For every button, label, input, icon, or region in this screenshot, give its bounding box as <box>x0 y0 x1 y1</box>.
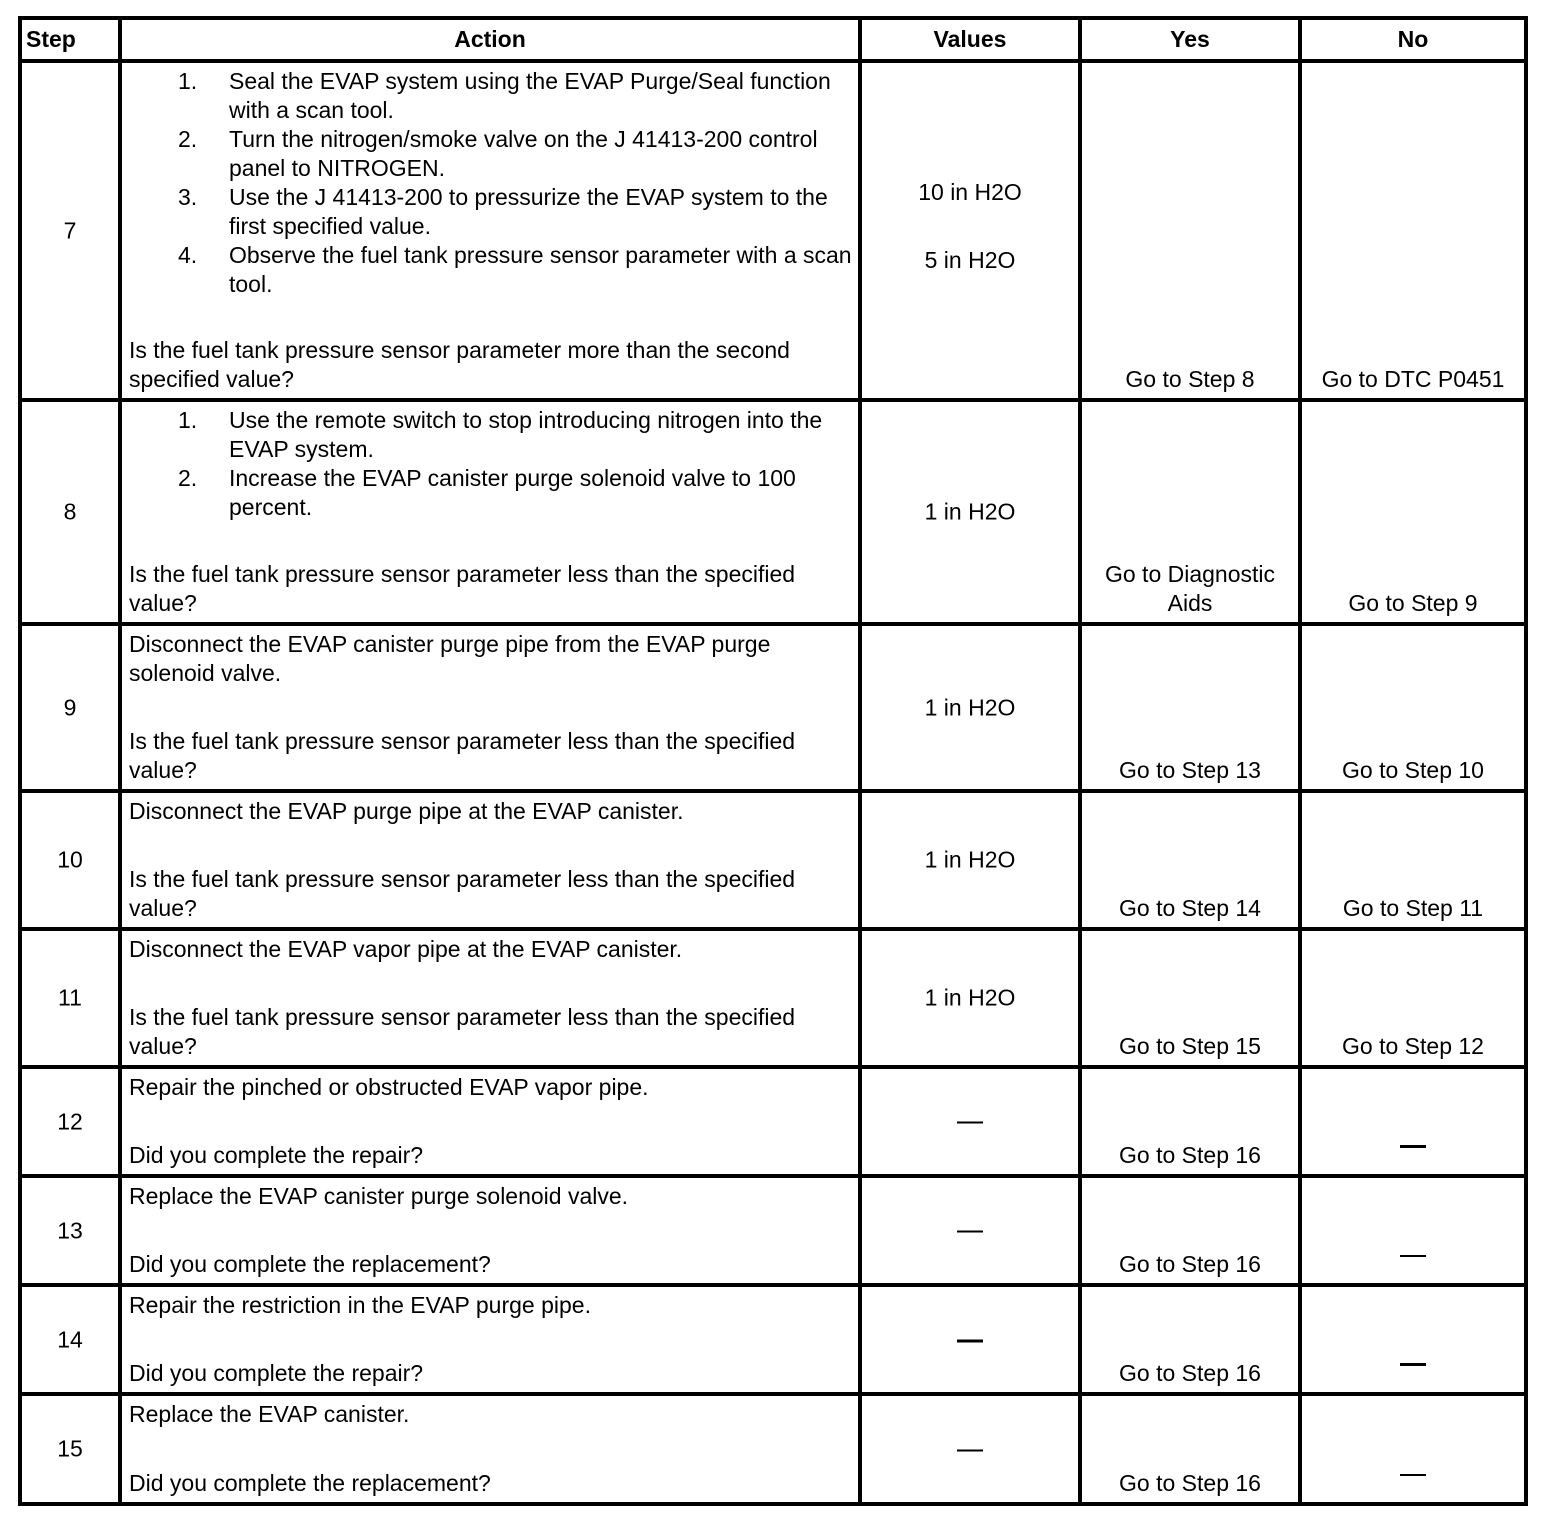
action-steps <box>129 67 852 299</box>
step-cell <box>20 1067 120 1176</box>
step-number: 14 <box>57 1326 83 1352</box>
no-cell <box>1300 1176 1526 1285</box>
header-step: Step <box>20 18 120 61</box>
action-question: Is the fuel tank pressure sensor parameter more than the second specified value? <box>129 337 790 392</box>
action-cell <box>120 1067 860 1176</box>
value: 1 in H2O <box>924 846 1016 873</box>
action-text: Repair the pinched or obstructed EVAP vapor pipe. <box>129 1074 649 1100</box>
action-question: Did you complete the replacement? <box>129 1251 491 1277</box>
no-cell <box>1300 1067 1526 1176</box>
yes-cell <box>1080 1394 1300 1504</box>
action-question: Did you complete the repair? <box>129 1142 424 1168</box>
table-row <box>20 929 1526 1067</box>
action-steps <box>129 406 852 522</box>
list-item: 2. Increase the EVAP canister purge solenoid valve to 100 percent. <box>178 465 796 520</box>
values-cell <box>860 61 1080 400</box>
step-cell <box>20 791 120 929</box>
step-number: 11 <box>58 984 82 1011</box>
action-question: Is the fuel tank pressure sensor parameter less than the specified value? <box>129 1004 796 1059</box>
value-none-dash <box>862 1325 1078 1354</box>
values-cell <box>860 791 1080 929</box>
no-link[interactable]: Go to Step 10 <box>1342 757 1484 783</box>
step-number: 10 <box>57 846 83 873</box>
header-action: Action <box>120 18 860 61</box>
action-question: Is the fuel tank pressure sensor parameter less than the specified value? <box>129 728 796 783</box>
action-text: Repair the restriction in the EVAP purge pipe. <box>129 1292 591 1318</box>
value: 1 in H2O <box>924 694 1016 720</box>
value: 1 in H2O <box>924 498 1016 525</box>
action-question: Is the fuel tank pressure sensor parameter less than the specified value? <box>129 561 796 616</box>
step-number: 8 <box>63 498 77 525</box>
header-values: Values <box>860 18 1080 61</box>
no-cell <box>1300 1394 1526 1504</box>
no-link[interactable]: Go to Step 12 <box>1342 1033 1484 1059</box>
yes-link[interactable]: Go to Step 16 <box>1119 1142 1261 1168</box>
step-cell <box>20 1285 120 1394</box>
yes-link[interactable]: Go to Step 14 <box>1119 895 1261 921</box>
action-question: Did you complete the repair? <box>129 1360 424 1386</box>
action-text: Disconnect the EVAP purge pipe at the EVAP canister. <box>129 798 684 824</box>
action-question: Did you complete the replacement? <box>129 1470 491 1496</box>
action-text: Replace the EVAP canister purge solenoid valve. <box>129 1183 629 1209</box>
yes-link[interactable]: Go to Step 16 <box>1119 1360 1261 1386</box>
values-cell <box>860 400 1080 624</box>
values-cell <box>860 929 1080 1067</box>
step-cell <box>20 1176 120 1285</box>
no-link[interactable]: Go to Step 11 <box>1342 895 1484 921</box>
action-cell <box>120 791 860 929</box>
action-text: Disconnect the EVAP vapor pipe at the EVAP canister. <box>129 936 683 962</box>
no-cell <box>1300 1285 1526 1394</box>
header-yes: Yes <box>1080 18 1300 61</box>
no-none-dash <box>1302 1131 1524 1160</box>
yes-cell <box>1080 400 1300 624</box>
yes-link[interactable]: Go to Step 8 <box>1125 366 1255 392</box>
no-cell <box>1300 791 1526 929</box>
list-item: 3. Use the J 41413-200 to pressurize the EVAP system to the first specified value. <box>178 184 828 239</box>
list-item: 1. Seal the EVAP system using the EVAP Purge/Seal function with a scan tool. <box>178 68 831 123</box>
no-none-dash <box>1302 1240 1524 1269</box>
value-none-dash <box>862 1435 1078 1464</box>
yes-link[interactable]: Go to Step 16 <box>1119 1470 1261 1496</box>
yes-cell <box>1080 624 1300 791</box>
no-link[interactable]: Go to DTC P0451 <box>1321 366 1505 392</box>
value-first: 10 in H2O <box>918 179 1022 205</box>
table-row <box>20 1067 1526 1176</box>
values-cell <box>860 1067 1080 1176</box>
yes-link[interactable]: Go to Step 13 <box>1119 757 1261 783</box>
values-cell <box>860 624 1080 791</box>
step-cell <box>20 929 120 1067</box>
action-cell <box>120 61 860 400</box>
no-none-dash <box>1302 1459 1524 1488</box>
values-cell <box>860 1176 1080 1285</box>
yes-cell <box>1080 61 1300 400</box>
no-none-dash <box>1302 1349 1524 1378</box>
table-row <box>20 1176 1526 1285</box>
step-cell <box>20 1394 120 1504</box>
yes-cell <box>1080 1067 1300 1176</box>
no-cell <box>1300 61 1526 400</box>
action-cell <box>120 400 860 624</box>
no-cell <box>1300 929 1526 1067</box>
list-item: 1. Use the remote switch to stop introducing nitrogen into the EVAP system. <box>178 407 823 462</box>
values-cell <box>860 1285 1080 1394</box>
value-none-dash <box>862 1107 1078 1136</box>
yes-link[interactable]: Go to Step 15 <box>1119 1033 1261 1059</box>
action-cell <box>120 1285 860 1394</box>
step-number: 12 <box>57 1108 83 1134</box>
yes-link[interactable]: Go to Diagnostic Aids <box>1104 561 1276 616</box>
table-row <box>20 1394 1526 1504</box>
yes-cell <box>1080 929 1300 1067</box>
header-no: No <box>1300 18 1526 61</box>
no-link[interactable]: Go to Step 9 <box>1348 590 1478 616</box>
table-row <box>20 1285 1526 1394</box>
table-row <box>20 791 1526 929</box>
header-row <box>20 18 1526 61</box>
value: 1 in H2O <box>924 984 1016 1011</box>
action-cell <box>120 929 860 1067</box>
action-question: Is the fuel tank pressure sensor parameter less than the specified value? <box>129 866 796 921</box>
action-cell <box>120 1176 860 1285</box>
action-text: Replace the EVAP canister. <box>129 1401 410 1427</box>
yes-link[interactable]: Go to Step 16 <box>1119 1251 1261 1277</box>
no-cell <box>1300 624 1526 791</box>
value-second: 5 in H2O <box>924 247 1016 273</box>
step-cell <box>20 624 120 791</box>
diagnostic-table <box>18 16 1528 1506</box>
yes-cell <box>1080 1285 1300 1394</box>
action-cell <box>120 624 860 791</box>
table-row <box>20 61 1526 400</box>
values-cell <box>860 1394 1080 1504</box>
value-none-dash <box>862 1216 1078 1245</box>
table-row <box>20 624 1526 791</box>
yes-cell <box>1080 1176 1300 1285</box>
step-cell <box>20 61 120 400</box>
action-cell <box>120 1394 860 1504</box>
list-item: 2. Turn the nitrogen/smoke valve on the J 41413-200 control panel to NITROGEN. <box>178 126 818 181</box>
yes-cell <box>1080 791 1300 929</box>
table-row <box>20 400 1526 624</box>
no-cell <box>1300 400 1526 624</box>
step-number: 15 <box>57 1435 83 1462</box>
action-text: Disconnect the EVAP canister purge pipe from the EVAP purge solenoid valve. <box>129 631 771 686</box>
list-item: 4. Observe the fuel tank pressure sensor parameter with a scan tool. <box>178 242 852 297</box>
step-number: 9 <box>63 694 77 720</box>
step-number: 13 <box>57 1217 83 1243</box>
step-cell <box>20 400 120 624</box>
step-number: 7 <box>63 217 77 243</box>
